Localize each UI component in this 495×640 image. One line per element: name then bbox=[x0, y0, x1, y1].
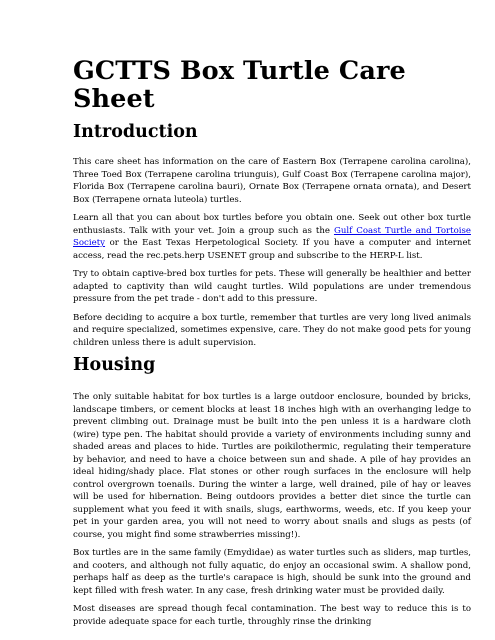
intro-paragraph-4: Before deciding to acquire a box turtle, remember that turtles are very long lived animals and require specialized, sometimes expensive, care. They do not make good pets for young children unless there is adult supervision. bbox=[73, 312, 471, 348]
housing-paragraph-3: Most diseases are spread though fecal contamination. The best way to reduce this is to provide adequate space for each turtle, throughly rinse the drinking bbox=[73, 604, 471, 627]
gctts-link[interactable]: Gulf Coast Turtle and Tortoise Society bbox=[73, 225, 471, 249]
intro-paragraph-3: Try to obtain captive-bred box turtles for pets. These will generally be healthier and better adapted to captivity than wild caught turtles. Wild populations are under tremendous pressure from the pet trade - don't add to this pressure. bbox=[73, 269, 471, 305]
housing-paragraph-1: The only suitable habitat for box turtles is a large outdoor enclosure, bounded by bricks, landscape timbers, or cement blocks at least 18 inches high with an overhanging ledge to prevent climbing out. Drainage must be built into the pen unless it is a hardware cloth (wire) type pen. The habitat should provide a variety of environments including sunny and shaded areas and places to hide. Turtles are poikilothermic, regulating their temperature by behavior, and need to have a choice between sun and shade. A pile of hay provides an ideal hiding/shady place. Flat stones or other rough surfaces in the enclosure will help control overgrown toenails. During the winter a large, well drained, pile of hay or leaves will be used for hibernation. Being outdoors provides a better diet since the turtle can supplement what you feed it with snails, slugs, earthworms, weeds, etc. If you keep your pet in your garden area, you will not need to worry about snails and slugs as pests (of course, you might find some strawberries missing!). bbox=[73, 392, 471, 540]
intro-paragraph-2-text-b: or the East Texas Herpetological Society. If you have a computer and internet access, read the rec.pets.herp USENET group and subscribe to the HERP-L list. bbox=[73, 238, 471, 261]
housing-heading: Housing bbox=[73, 355, 156, 376]
intro-paragraph-2-text-a: Learn all that you can about box turtles before you obtain one. Seek out other box turtle enthusiasts. Talk with your vet. Join a group such as the bbox=[73, 213, 471, 236]
intro-paragraph-1: This care sheet has information on the care of Eastern Box (Terrapene carolina carolina), Three Toed Box (Terrapene carolina triunguis), Gulf Coast Box (Terrapene carolina major), Florida Box (Terrapene carolina bauri), Ornate Box (Terrapene ornata ornata), and Desert Box (Terrapene ornata luteola) turtles. bbox=[73, 157, 471, 205]
housing-paragraph-2: Box turtles are in the same family (Emydidae) as water turtles such as sliders, map turtles, and cooters, and although not fully aquatic, do enjoy an occasional swim. A shallow pond, perhaps half as deep as the turtle's carapace is high, should be sunk into the ground and kept filled with fresh water. In any case, fresh drinking water must be provided daily. bbox=[73, 548, 471, 596]
introduction-heading: Introduction bbox=[73, 122, 198, 143]
page-title: GCTTS Box Turtle Care Sheet bbox=[73, 56, 406, 115]
intro-paragraph-2 bbox=[73, 212, 471, 262]
